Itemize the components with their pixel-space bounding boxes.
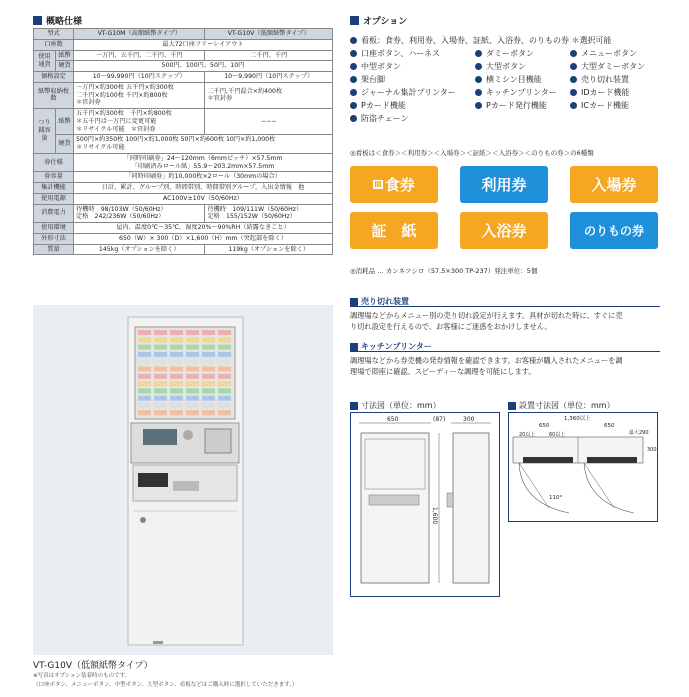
row-label: 紙幣 [56, 50, 74, 61]
cell-line: ＊リサイクル可能 ＊官封券 [76, 125, 156, 133]
menu-button [138, 367, 151, 372]
square-bullet-icon [350, 402, 358, 410]
text-line: 調理場などから券売機の発券情報を確認できます。お客様が購入されたメニューを調 [350, 356, 623, 365]
bullet-dot-icon [350, 89, 357, 96]
option-label: ジャーナル集計プリンター [361, 88, 456, 97]
row-value [74, 153, 333, 172]
bullet-dot-icon [570, 102, 577, 109]
text-line: 理場で即座に確認、スピーディーな調理を可能にします。 [350, 367, 536, 376]
option-row [350, 99, 670, 112]
menu-button [186, 388, 199, 393]
sign-shokken: Ⅲ 食券 [350, 166, 438, 203]
cell-line: 五千円×約300枚 千円×約800枚 [76, 110, 172, 117]
option-label: IDカード機能 [581, 88, 630, 97]
divider [350, 351, 660, 352]
row-label: 硬貨 [56, 135, 74, 154]
menu-button [138, 410, 151, 415]
option-item [350, 60, 475, 73]
option-item [570, 112, 670, 125]
sign-norimonoken: のりもの券 [570, 212, 658, 249]
square-bullet-icon [350, 16, 359, 25]
option-item [570, 73, 670, 86]
row-label: 紙幣 [56, 109, 74, 135]
cell-line: ＊リサイクル可能 [76, 144, 125, 151]
menu-button [138, 374, 151, 379]
option-row [350, 112, 670, 125]
square-bullet-icon [350, 298, 358, 306]
menu-button [170, 388, 183, 393]
row-label: 使用電源 [34, 193, 74, 204]
model-label: 型式 [34, 29, 74, 40]
row-value [205, 204, 333, 223]
kitchen-title: キッチンプリンター [350, 341, 432, 352]
row-value: 「同時印刷券」約10,000枚×2ロール（30mmの場合） [74, 172, 333, 183]
menu-button [170, 359, 183, 364]
dimension-diagram [351, 413, 499, 596]
menu-button [186, 374, 199, 379]
cell-line: 二千円,千円混合×約400枚 [207, 87, 283, 95]
row-label: つり銭容量 [34, 109, 56, 154]
row-value: AC100V±10V（50/60Hz） [74, 193, 333, 204]
bullet-dot-icon [475, 89, 482, 96]
menu-button [202, 330, 215, 335]
menu-button [202, 345, 215, 350]
menu-button [218, 403, 231, 408]
menu-button [170, 410, 183, 415]
row-value [74, 82, 205, 108]
square-bullet-icon [350, 343, 358, 351]
option-label: 大型ボタン [486, 62, 526, 71]
option-item [350, 86, 475, 99]
option-label: Pカード発行機能 [486, 101, 547, 110]
dims-drawing [350, 412, 500, 597]
menu-button [154, 381, 167, 386]
bullet-dot-icon [475, 63, 482, 70]
option-label: 売り切れ装置 [581, 75, 629, 84]
menu-button [202, 381, 215, 386]
menu-button [170, 345, 183, 350]
menu-button [170, 374, 183, 379]
menu-button [154, 388, 167, 393]
install-drawing [508, 412, 658, 522]
divider [350, 306, 660, 307]
menu-button [218, 345, 231, 350]
text-line: 調理場などからメニュー別の売り切れ設定が行えます。具材が切れた時に、すぐに売 [350, 311, 623, 320]
row-value: 二千円、千円 [205, 50, 333, 61]
menu-button [218, 410, 231, 415]
dim-label: 1,600 [431, 507, 438, 525]
menu-button [138, 359, 151, 364]
option-label: ICカード機能 [581, 101, 629, 110]
menu-button [218, 367, 231, 372]
sign-shoshi: 証 紙 [350, 212, 438, 249]
row-label: 使用環境 [34, 223, 74, 234]
menu-button [154, 352, 167, 357]
bullet-dot-icon [570, 50, 577, 57]
option-row [350, 86, 670, 99]
option-label: 口座ボタン、ハーネス [361, 49, 440, 58]
sign-riyouken: 利用券 [460, 166, 548, 203]
option-item [475, 86, 570, 99]
options-heading: オプション [350, 14, 407, 27]
bullet-dot-icon [350, 102, 357, 109]
menu-button [170, 367, 183, 372]
menu-button [202, 388, 215, 393]
menu-button [138, 337, 151, 342]
row-value: 10〜99,990円（10円ステップ） [74, 72, 205, 83]
option-item [350, 73, 475, 86]
sign-nyuyokuken: 入浴券 [460, 212, 548, 249]
menu-button [138, 352, 151, 357]
row-value: 日計、累計、グループ別、時間帯別、時間帯別グループ、入出金情報 他 [74, 183, 333, 194]
bullet-dot-icon [475, 50, 482, 57]
row-value [205, 82, 333, 108]
menu-button [154, 330, 167, 335]
square-bullet-icon [508, 402, 516, 410]
menu-button [138, 345, 151, 350]
menu-button [154, 345, 167, 350]
bullet-dot-icon [570, 89, 577, 96]
row-value [74, 109, 205, 135]
option-item [475, 99, 570, 112]
machine-note: （口座ボタン、メニューボタン、中型ボタン、大型ボタン、看板などはご購入時に選択していただきます。） [33, 682, 298, 688]
row-value: 屋内、温度0℃〜35℃、湿度20%〜90%RH（結露なきこと） [74, 223, 333, 234]
kitchen-text [350, 355, 623, 377]
option-item [350, 47, 475, 60]
install-title: 設置寸法図（単位：mm） [508, 400, 615, 411]
option-item [350, 99, 475, 112]
option-item [570, 60, 670, 73]
dim-label: 20以上 [519, 432, 536, 438]
dim-label: 110° [549, 495, 563, 501]
spec-heading: 概略仕様 [33, 14, 82, 27]
row-label: 口座数 [34, 39, 74, 50]
machine-photo-area [33, 305, 333, 671]
option-row [350, 73, 670, 86]
soldout-text [350, 310, 623, 332]
option-item [475, 112, 570, 125]
soldout-title: 売り切れ装置 [350, 296, 409, 307]
option-item: 看板：食券、利用券、入場券、証紙、入浴券、のりもの券 ＊選択可能 [350, 34, 612, 47]
row-value: 一万円、五千円、二千円、千円 [74, 50, 205, 61]
cell-line: 「印刷済みロール紙」55.9〜203.2mm×57.5mm [131, 162, 275, 170]
cell-line: 「同時印刷券」24〜120mm（6mmピッチ）×57.5mm [123, 154, 283, 162]
menu-button [218, 359, 231, 364]
cell-line: 二千円×約100枚 千円×約800枚 [76, 91, 168, 99]
options-list [350, 34, 670, 125]
menu-button [186, 396, 199, 401]
bullet-dot-icon [475, 102, 482, 109]
row-label: 券容量 [34, 172, 74, 183]
menu-button [170, 396, 183, 401]
menu-button [170, 381, 183, 386]
menu-button [218, 381, 231, 386]
model-m: VT-G10M（高額紙幣タイプ） [74, 29, 205, 40]
row-label: 質量 [34, 244, 74, 255]
option-item [570, 86, 670, 99]
cell-line: 定格 242/236W（50/60Hz） [76, 213, 165, 221]
row-label: 使用通貨 [34, 50, 56, 72]
menu-button [154, 410, 167, 415]
bullet-dot-icon [570, 63, 577, 70]
menu-button [186, 345, 199, 350]
dim-label: 650 [604, 423, 615, 429]
menu-button [202, 337, 215, 342]
row-label: 紙幣収納枚数 [34, 82, 74, 108]
row-label: 外形寸法 [34, 233, 74, 244]
menu-button [154, 374, 167, 379]
option-item [475, 60, 570, 73]
spec-table [33, 28, 333, 255]
dim-label: 300 [647, 447, 657, 453]
bullet-dot-icon [475, 76, 482, 83]
menu-button [170, 352, 183, 357]
dim-label: (87) [433, 416, 446, 423]
menu-button [154, 337, 167, 342]
dims-title: 寸法図（単位：mm） [350, 400, 441, 411]
menu-button [154, 359, 167, 364]
dim-label: 1,360以上 [564, 416, 591, 422]
menu-button [218, 396, 231, 401]
menu-button [154, 403, 167, 408]
cell-line: 一万円×約300枚 五千円×約300枚 [76, 83, 174, 91]
sign-nyujoken: 入場券 [570, 166, 658, 203]
menu-button [154, 367, 167, 372]
option-row [350, 47, 670, 60]
menu-button [170, 337, 183, 342]
menu-button [202, 396, 215, 401]
menu-button [218, 374, 231, 379]
option-label: 中型ボタン [361, 62, 401, 71]
option-row [350, 34, 670, 47]
machine-note: ※写真はオプション装着時のものです。 [33, 673, 131, 679]
row-label: 価格設定 [34, 72, 74, 83]
menu-button [186, 367, 199, 372]
row-value: −−− [205, 109, 333, 135]
option-item [475, 47, 570, 60]
menu-button [138, 381, 151, 386]
option-label: メニューボタン [581, 49, 637, 58]
dim-label: 300 [463, 416, 475, 423]
cell-line: ＊官封券 [207, 95, 233, 103]
menu-button [138, 388, 151, 393]
option-row [350, 60, 670, 73]
ticket-machine-illustration [33, 305, 333, 655]
row-value: 119kg（オプションを除く） [205, 244, 333, 255]
cell-line: 待機時 109/111W（50/60Hz） [207, 205, 303, 213]
option-label: Pカード機能 [361, 101, 406, 110]
menu-button [202, 367, 215, 372]
dim-label: 60以上 [549, 432, 566, 438]
option-item [475, 73, 570, 86]
menu-button [154, 396, 167, 401]
menu-button [170, 330, 183, 335]
row-value: 500円、100円、50円、10円 [74, 61, 333, 72]
row-value [74, 204, 205, 223]
option-label: キッチンプリンター [486, 88, 557, 97]
row-label: 券仕様 [34, 153, 74, 172]
row-label: 硬貨 [56, 61, 74, 72]
menu-button [202, 403, 215, 408]
dim-label: 650 [387, 416, 399, 423]
cell-line: 500円×約350枚 100円×約1,000枚 50円×約600枚 10円×約1,000枚 [76, 136, 276, 144]
square-bullet-icon [33, 16, 42, 25]
dim-label: 最大290 [629, 430, 649, 436]
menu-button [202, 410, 215, 415]
cell-line: ＊官封券 [76, 99, 101, 107]
option-item [350, 112, 475, 125]
menu-button [202, 352, 215, 357]
row-value: 最大72口座フリーレイアウト [74, 39, 333, 50]
row-value: 10〜9,990円（10円ステップ） [205, 72, 333, 83]
menu-button [218, 352, 231, 357]
bullet-dot-icon [350, 50, 357, 57]
row-value: 650（W）× 300（D）×1,600（H）mm（突起部を除く） [74, 233, 333, 244]
bullet-dot-icon [350, 63, 357, 70]
menu-button [218, 388, 231, 393]
menu-button [138, 403, 151, 408]
menu-button [138, 396, 151, 401]
menu-button [186, 403, 199, 408]
option-item [570, 47, 670, 60]
option-item [570, 99, 670, 112]
cell-line: ＊五千円は一万円に変更可能 [76, 117, 157, 125]
text-line: り切れ設定を行えるので、お客様にご迷惑をおかけしません。 [350, 322, 552, 331]
signs-note: ◎看板は＜食券＞＜利用券＞＜入場券＞＜証紙＞＜入浴券＞＜のりもの券＞の6種類 [350, 149, 594, 157]
menu-button [186, 337, 199, 342]
model-v: VT-G10V（低額紙幣タイプ） [205, 29, 333, 40]
option-label: 大型ダミーボタン [581, 62, 645, 71]
menu-button [218, 337, 231, 342]
row-label: 集計機能 [34, 183, 74, 194]
menu-button [186, 410, 199, 415]
row-value: 145kg（オプションを除く） [74, 244, 205, 255]
menu-button [186, 330, 199, 335]
menu-button [202, 359, 215, 364]
option-label: 横ミシン目機能 [486, 75, 542, 84]
menu-button [170, 403, 183, 408]
bullet-dot-icon [350, 37, 357, 44]
dim-label: 650 [539, 423, 550, 429]
menu-button [186, 359, 199, 364]
menu-button [138, 330, 151, 335]
option-label: ダミーボタン [486, 49, 534, 58]
menu-button [218, 330, 231, 335]
bullet-dot-icon [570, 76, 577, 83]
cell-line: 待機時 98/103W（50/60Hz） [76, 205, 167, 213]
bullet-dot-icon [350, 115, 357, 122]
cell-line: 定格 155/152W（50/60Hz） [207, 213, 296, 221]
row-label: 消費電力 [34, 204, 74, 223]
menu-button [202, 374, 215, 379]
option-label: 防盗チェーン [361, 114, 409, 123]
machine-caption: VT-G10V（低額紙幣タイプ） [33, 661, 153, 671]
menu-button [186, 381, 199, 386]
menu-button [186, 352, 199, 357]
row-value [74, 135, 333, 154]
consumable-note: ◎消耗品 … カンネツシロ（57.5×300 TP-237）発注単位：5個 [350, 267, 538, 275]
option-label: 架台脚 [361, 75, 385, 84]
bullet-dot-icon [350, 76, 357, 83]
